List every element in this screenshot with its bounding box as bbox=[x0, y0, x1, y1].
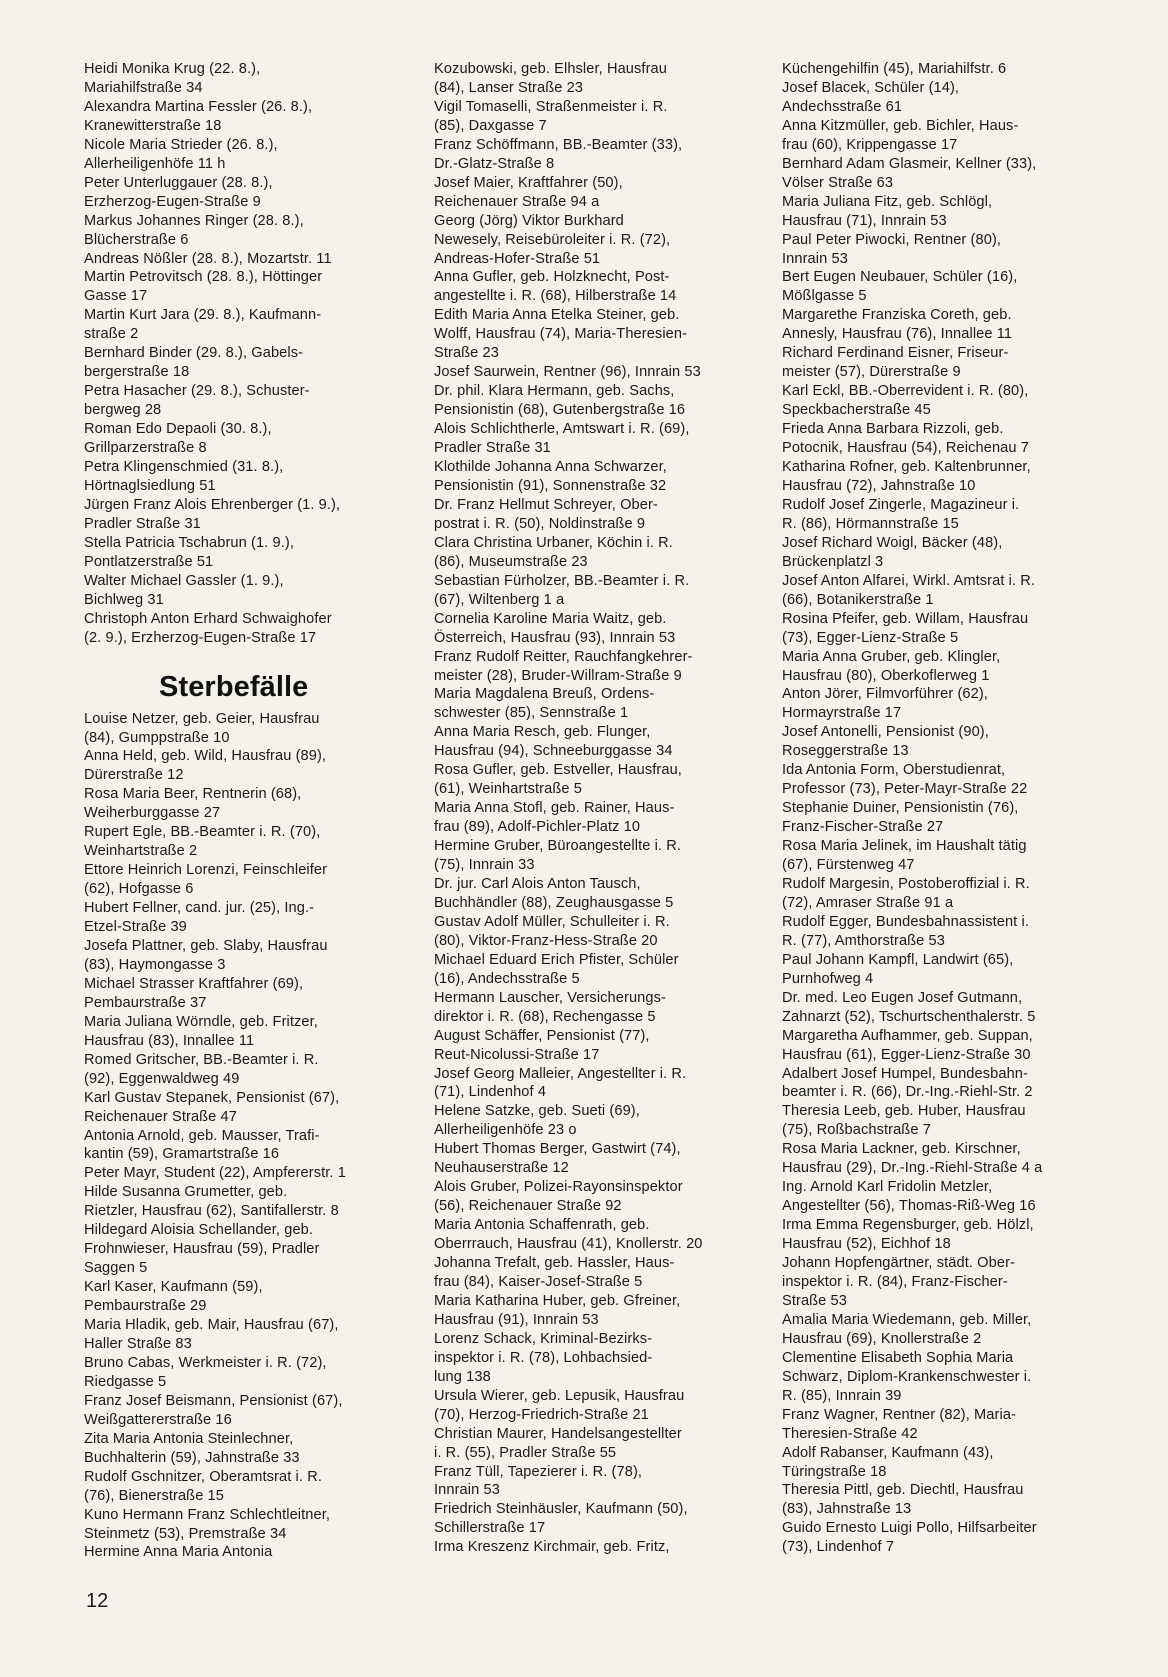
death-entry: Theresia Leeb, geb. Huber, Hausfrau (75), Roßbachstraße 7 bbox=[782, 1103, 1026, 1139]
birth-entry: Petra Hasacher (29. 8.), Schuster- bergweg 28 bbox=[84, 383, 310, 419]
death-entry: August Schäffer, Pensionist (77), Reut-Nicolussi-Straße 17 bbox=[434, 1027, 650, 1063]
death-entry: Margaretha Aufhammer, geb. Suppan, Hausfrau (61), Egger-Lienz-Straße 30 bbox=[782, 1027, 1033, 1063]
death-entry: Josefa Plattner, geb. Slaby, Hausfrau (83), Haymongasse 3 bbox=[84, 937, 328, 973]
death-entry: Maria Hladik, geb. Mair, Hausfrau (67), Haller Straße 83 bbox=[84, 1317, 339, 1352]
death-entry: Josef Anton Alfarei, Wirkl. Amtsrat i. R. (66), Botanikerstraße 1 bbox=[782, 572, 1036, 608]
death-entry: Karl Kaser, Kaufmann (59), Pembaurstraße 29 bbox=[84, 1279, 263, 1315]
death-entry: Maria Antonia Schaffenrath, geb. Oberrrauch, Hausfrau (41), Knollerstr. 20 bbox=[434, 1217, 703, 1253]
death-entry: Alois Schlichtherle, Amtswart i. R. (69), Pradler Straße 31 bbox=[434, 421, 690, 457]
birth-entry: Stella Patricia Tschabrun (1. 9.), Pontlatzerstraße 51 bbox=[84, 534, 294, 570]
death-entry: Bruno Cabas, Werkmeister i. R. (72), Riedgasse 5 bbox=[84, 1354, 327, 1390]
death-entry: Ida Antonia Form, Oberstudienrat, Professor (73), Peter-Mayr-Straße 22 bbox=[782, 762, 1028, 798]
death-entry: Kozubowski, geb. Elhsler, Hausfrau (84), Lanser Straße 23 bbox=[434, 61, 667, 96]
birth-entry: Martin Petrovitsch (28. 8.), Höttinger Gasse 17 bbox=[84, 269, 323, 305]
death-entry: Guido Ernesto Luigi Pollo, Hilfsarbeiter (73), Lindenhof 7 bbox=[782, 1520, 1037, 1556]
death-entry: Theresia Pittl, geb. Diechtl, Hausfrau (83), Jahnstraße 13 bbox=[782, 1482, 1024, 1518]
death-entry: Rupert Egle, BB.-Beamter i. R. (70), Weinhartstraße 2 bbox=[84, 824, 321, 860]
column-1 bbox=[84, 60, 402, 1562]
deaths-heading: Sterbefälle bbox=[159, 670, 309, 703]
death-entry: Rosina Pfeifer, geb. Willam, Hausfrau (73), Egger-Lienz-Straße 5 bbox=[782, 610, 1029, 646]
death-entry: Stephanie Duiner, Pensionistin (76), Franz-Fischer-Straße 27 bbox=[782, 800, 1019, 836]
death-entry: Richard Ferdinand Eisner, Friseur- meister (57), Dürerstraße 9 bbox=[782, 345, 1009, 381]
death-entry: Paul Peter Piwocki, Rentner (80), Innrain 53 bbox=[782, 231, 1002, 267]
death-entry: Gustav Adolf Müller, Schulleiter i. R. (80), Viktor-Franz-Hess-Straße 20 bbox=[434, 913, 670, 949]
death-entry: Karl Eckl, BB.-Oberrevident i. R. (80), Speckbacherstraße 45 bbox=[782, 383, 1029, 419]
death-entry: Friedrich Steinhäusler, Kaufmann (50), Schillerstraße 17 bbox=[434, 1501, 688, 1537]
death-entry: Hildegard Aloisia Schellander, geb. Frohnwieser, Hausfrau (59), Pradler Saggen 5 bbox=[84, 1222, 320, 1277]
birth-entry: Roman Edo Depaoli (30. 8.), Grillparzerstraße 8 bbox=[84, 421, 272, 457]
birth-entry: Christoph Anton Erhard Schwaighofer (2. 9.), Erzherzog-Eugen-Straße 17 bbox=[84, 610, 332, 646]
death-entry: Hermann Lauscher, Versicherungs- direktor i. R. (68), Rechengasse 5 bbox=[434, 989, 666, 1025]
death-entry: Josef Saurwein, Rentner (96), Innrain 53 bbox=[434, 364, 701, 381]
death-entry: Dr. med. Leo Eugen Josef Gutmann, Zahnarzt (52), Tschurtschenthalerstr. 5 bbox=[782, 989, 1036, 1025]
death-entry: Anna Held, geb. Wild, Hausfrau (89), Dürerstraße 12 bbox=[84, 748, 327, 784]
death-entry: Helene Satzke, geb. Sueti (69), Allerheiligenhöfe 23 o bbox=[434, 1103, 640, 1139]
death-entry: Anna Kitzmüller, geb. Bichler, Haus- frau (60), Krippengasse 17 bbox=[782, 117, 1019, 153]
death-entry: Adolf Rabanser, Kaufmann (43), Türingstraße 18 bbox=[782, 1444, 994, 1480]
death-entry: Sebastian Fürholzer, BB.-Beamter i. R. (67), Wiltenberg 1 a bbox=[434, 572, 690, 608]
death-entry: Dr. phil. Klara Hermann, geb. Sachs, Pensionistin (68), Gutenbergstraße 16 bbox=[434, 383, 686, 419]
column-2 bbox=[434, 60, 758, 1557]
death-entry: Rudolf Margesin, Postoberoffizial i. R. (72), Amraser Straße 91 a bbox=[782, 875, 1030, 911]
birth-entry: Bernhard Binder (29. 8.), Gabels- bergerstraße 18 bbox=[84, 345, 304, 381]
death-entry: Maria Juliana Wörndle, geb. Fritzer, Hausfrau (83), Innallee 11 bbox=[84, 1013, 318, 1049]
death-entry: Rudolf Egger, Bundesbahnassistent i. R. (77), Amthorstraße 53 bbox=[782, 913, 1029, 949]
death-entry: Johanna Trefalt, geb. Hassler, Haus- frau (84), Kaiser-Josef-Straße 5 bbox=[434, 1255, 675, 1290]
death-entry: Hermine Gruber, Büroangestellte i. R. (75), Innrain 33 bbox=[434, 838, 682, 874]
death-entry: Bernhard Adam Glasmeir, Kellner (33), Völser Straße 63 bbox=[782, 155, 1037, 191]
death-entry: Rudolf Gschnitzer, Oberamtsrat i. R. (76), Bienerstraße 15 bbox=[84, 1468, 322, 1504]
death-entry: Kuno Hermann Franz Schlechtleitner, Steinmetz (53), Premstraße 34 bbox=[84, 1506, 331, 1542]
column-3 bbox=[782, 60, 1102, 1557]
death-entry: Hubert Fellner, cand. jur. (25), Ing.- Etzel-Straße 39 bbox=[84, 900, 315, 936]
death-entry: Hermine Anna Maria Antonia bbox=[84, 1544, 273, 1561]
death-entry: Maria Anna Stofl, geb. Rainer, Haus- frau (89), Adolf-Pichler-Platz 10 bbox=[434, 800, 675, 836]
death-entry: Vigil Tomaselli, Straßenmeister i. R. (85), Daxgasse 7 bbox=[434, 98, 668, 134]
death-entry: Georg (Jörg) Viktor Burkhard Newesely, Reisebüroleiter i. R. (72), Andreas-Hofer-Straße 51 bbox=[434, 212, 671, 267]
deaths-list-part-3 bbox=[782, 60, 1102, 1557]
birth-entry: Jürgen Franz Alois Ehrenberger (1. 9.), Pradler Straße 31 bbox=[84, 496, 341, 532]
death-entry: Anna Gufler, geb. Holzknecht, Post- angestellte i. R. (68), Hilberstraße 14 bbox=[434, 269, 677, 305]
births-list bbox=[84, 60, 402, 648]
death-entry: Zita Maria Antonia Steinlechner, Buchhalterin (59), Jahnstraße 33 bbox=[84, 1430, 300, 1466]
death-entry: Josef Maier, Kraftfahrer (50), Reichenauer Straße 94 a bbox=[434, 174, 623, 210]
death-entry: Dr. Franz Hellmut Schreyer, Ober- postrat i. R. (50), Noldinstraße 9 bbox=[434, 496, 658, 532]
death-entry: Amalia Maria Wiedemann, geb. Miller, Hausfrau (69), Knollerstraße 2 bbox=[782, 1311, 1032, 1347]
death-entry: Adalbert Josef Humpel, Bundesbahn- beamter i. R. (66), Dr.-Ing.-Riehl-Str. 2 bbox=[782, 1065, 1033, 1101]
death-entry: Lorenz Schack, Kriminal-Bezirks- inspektor i. R. (78), Lohbachsied- lung 138 bbox=[434, 1330, 653, 1385]
death-entry: Anton Jörer, Filmvorführer (62), Hormayrstraße 17 bbox=[782, 686, 988, 722]
death-entry: Paul Johann Kampfl, Landwirt (65), Purnhofweg 4 bbox=[782, 951, 1014, 987]
birth-entry: Peter Unterluggauer (28. 8.), Erzherzog-Eugen-Straße 9 bbox=[84, 174, 273, 210]
birth-entry: Markus Johannes Ringer (28. 8.), Blücherstraße 6 bbox=[84, 212, 304, 248]
death-entry: Maria Juliana Fitz, geb. Schlögl, Hausfrau (71), Innrain 53 bbox=[782, 193, 993, 229]
death-entry: Christian Maurer, Handelsangestellter i. R. (55), Pradler Straße 55 bbox=[434, 1425, 682, 1461]
death-entry: Hilde Susanna Grumetter, geb. Rietzler, Hausfrau (62), Santifallerstr. 8 bbox=[84, 1184, 339, 1220]
death-entry: Margarethe Franziska Coreth, geb. Annesly, Hausfrau (76), Innallee 11 bbox=[782, 307, 1013, 343]
death-entry: Clara Christina Urbaner, Köchin i. R. (86), Museumstraße 23 bbox=[434, 534, 673, 570]
death-entry: Bert Eugen Neubauer, Schüler (16), Mößlgasse 5 bbox=[782, 269, 1018, 305]
death-entry: Katharina Rofner, geb. Kaltenbrunner, Hausfrau (72), Jahnstraße 10 bbox=[782, 459, 1031, 494]
death-entry: Irma Emma Regensburger, geb. Hölzl, Hausfrau (52), Eichhof 18 bbox=[782, 1217, 1034, 1253]
death-entry: Cornelia Karoline Maria Waitz, geb. Österreich, Hausfrau (93), Innrain 53 bbox=[434, 610, 676, 646]
death-entry: Michael Strasser Kraftfahrer (69), Pembaurstraße 37 bbox=[84, 975, 304, 1011]
death-entry: Josef Georg Malleier, Angestellter i. R. (71), Lindenhof 4 bbox=[434, 1065, 687, 1101]
death-entry: Frieda Anna Barbara Rizzoli, geb. Potocnik, Hausfrau (54), Reichenau 7 bbox=[782, 421, 1029, 457]
death-entry: Franz Josef Beismann, Pensionist (67), Weißgattererstraße 16 bbox=[84, 1392, 343, 1428]
death-entry: Clementine Elisabeth Sophia Maria Schwarz, Diplom-Krankenschwester i. R. (85), Innrain 39 bbox=[782, 1349, 1032, 1404]
birth-entry: Alexandra Martina Fessler (26. 8.), Kranewitterstraße 18 bbox=[84, 98, 313, 134]
death-entry: Louise Netzer, geb. Geier, Hausfrau (84), Gumppstraße 10 bbox=[84, 710, 320, 746]
death-entry: Rosa Maria Jelinek, im Haushalt tätig (67), Fürstenweg 47 bbox=[782, 838, 1027, 874]
birth-entry: Martin Kurt Jara (29. 8.), Kaufmann- straße 2 bbox=[84, 307, 322, 343]
death-entry: Antonia Arnold, geb. Mausser, Trafi- kantin (59), Gramartstraße 16 bbox=[84, 1127, 320, 1163]
birth-entry: Andreas Nößler (28. 8.), Mozartstr. 11 bbox=[84, 250, 332, 267]
death-entry: Maria Katharina Huber, geb. Gfreiner, Hausfrau (91), Innrain 53 bbox=[434, 1292, 681, 1328]
death-entry: Maria Anna Gruber, geb. Klingler, Hausfrau (80), Oberkoflerweg 1 bbox=[782, 648, 1001, 684]
death-entry: Ettore Heinrich Lorenzi, Feinschleifer (62), Hofgasse 6 bbox=[84, 862, 328, 898]
death-entry: Franz Wagner, Rentner (82), Maria- Theresien-Straße 42 bbox=[782, 1406, 1017, 1442]
death-entry: Dr. jur. Carl Alois Anton Tausch, Buchhändler (88), Zeughausgasse 5 bbox=[434, 875, 674, 911]
page-number: 12 bbox=[86, 1590, 109, 1612]
death-entry: Klothilde Johanna Anna Schwarzer, Pensionistin (91), Sonnenstraße 32 bbox=[434, 459, 667, 494]
birth-entry: Nicole Maria Strieder (26. 8.), Allerheiligenhöfe 11 h bbox=[84, 136, 278, 172]
death-entry: Irma Kreszenz Kirchmair, geb. Fritz, bbox=[434, 1539, 670, 1556]
death-entry: Josef Blacek, Schüler (14), Andechsstraße 61 bbox=[782, 79, 960, 115]
death-entry: Ing. Arnold Karl Fridolin Metzler, Angestellter (56), Thomas-Riß-Weg 16 bbox=[782, 1179, 1036, 1215]
deaths-list-part-2 bbox=[434, 60, 758, 1557]
death-entry: Karl Gustav Stepanek, Pensionist (67), Reichenauer Straße 47 bbox=[84, 1089, 340, 1125]
death-entry: Hubert Thomas Berger, Gastwirt (74), Neuhauserstraße 12 bbox=[434, 1141, 681, 1177]
death-entry: Romed Gritscher, BB.-Beamter i. R. (92), Eggenwaldweg 49 bbox=[84, 1051, 319, 1087]
death-entry: Ursula Wierer, geb. Lepusik, Hausfrau (70), Herzog-Friedrich-Straße 21 bbox=[434, 1387, 685, 1423]
death-entry: Edith Maria Anna Etelka Steiner, geb. Wolff, Hausfrau (74), Maria-Theresien- Straße 23 bbox=[434, 307, 688, 362]
death-entry: Franz Rudolf Reitter, Rauchfangkehrer- meister (28), Bruder-Willram-Straße 9 bbox=[434, 648, 693, 684]
death-entry: Franz Tüll, Tapezierer i. R. (78), Innrain 53 bbox=[434, 1463, 643, 1499]
death-entry: Josef Richard Woigl, Bäcker (48), Brückenplatzl 3 bbox=[782, 534, 1003, 570]
death-entry: Rudolf Josef Zingerle, Magazineur i. R. (86), Hörmannstraße 15 bbox=[782, 496, 1020, 532]
death-entry: Peter Mayr, Student (22), Ampfererstr. 1 bbox=[84, 1165, 346, 1182]
birth-entry: Walter Michael Gassler (1. 9.), Bichlweg 31 bbox=[84, 572, 284, 608]
death-entry: Michael Eduard Erich Pfister, Schüler (16), Andechsstraße 5 bbox=[434, 951, 679, 987]
birth-entry: Petra Klingenschmied (31. 8.), Hörtnaglsiedlung 51 bbox=[84, 459, 284, 494]
death-entry: Alois Gruber, Polizei-Rayonsinspektor (56), Reichenauer Straße 92 bbox=[434, 1179, 683, 1215]
death-entry: Josef Antonelli, Pensionist (90), Roseggerstraße 13 bbox=[782, 724, 989, 760]
death-entry: Johann Hopfengärtner, städt. Ober- inspektor i. R. (84), Franz-Fischer- Straße 53 bbox=[782, 1255, 1015, 1309]
death-entry: Rosa Gufler, geb. Estveller, Hausfrau, (61), Weinhartstraße 5 bbox=[434, 762, 682, 798]
death-entry: Küchengehilfin (45), Mariahilfstr. 6 bbox=[782, 61, 1007, 77]
deaths-list-part-1 bbox=[84, 710, 402, 1563]
death-entry: Anna Maria Resch, geb. Flunger, Hausfrau (94), Schneeburggasse 34 bbox=[434, 724, 673, 760]
death-entry: Rosa Maria Lackner, geb. Kirschner, Hausfrau (29), Dr.-Ing.-Riehl-Straße 4 a bbox=[782, 1141, 1043, 1177]
death-entry: Maria Magdalena Breuß, Ordens- schwester (85), Sennstraße 1 bbox=[434, 686, 655, 722]
death-entry: Franz Schöffmann, BB.-Beamter (33), Dr.-Glatz-Straße 8 bbox=[434, 136, 683, 172]
death-entry: Rosa Maria Beer, Rentnerin (68), Weiherburggasse 27 bbox=[84, 786, 302, 822]
birth-entry: Heidi Monika Krug (22. 8.), Mariahilfstraße 34 bbox=[84, 61, 261, 96]
